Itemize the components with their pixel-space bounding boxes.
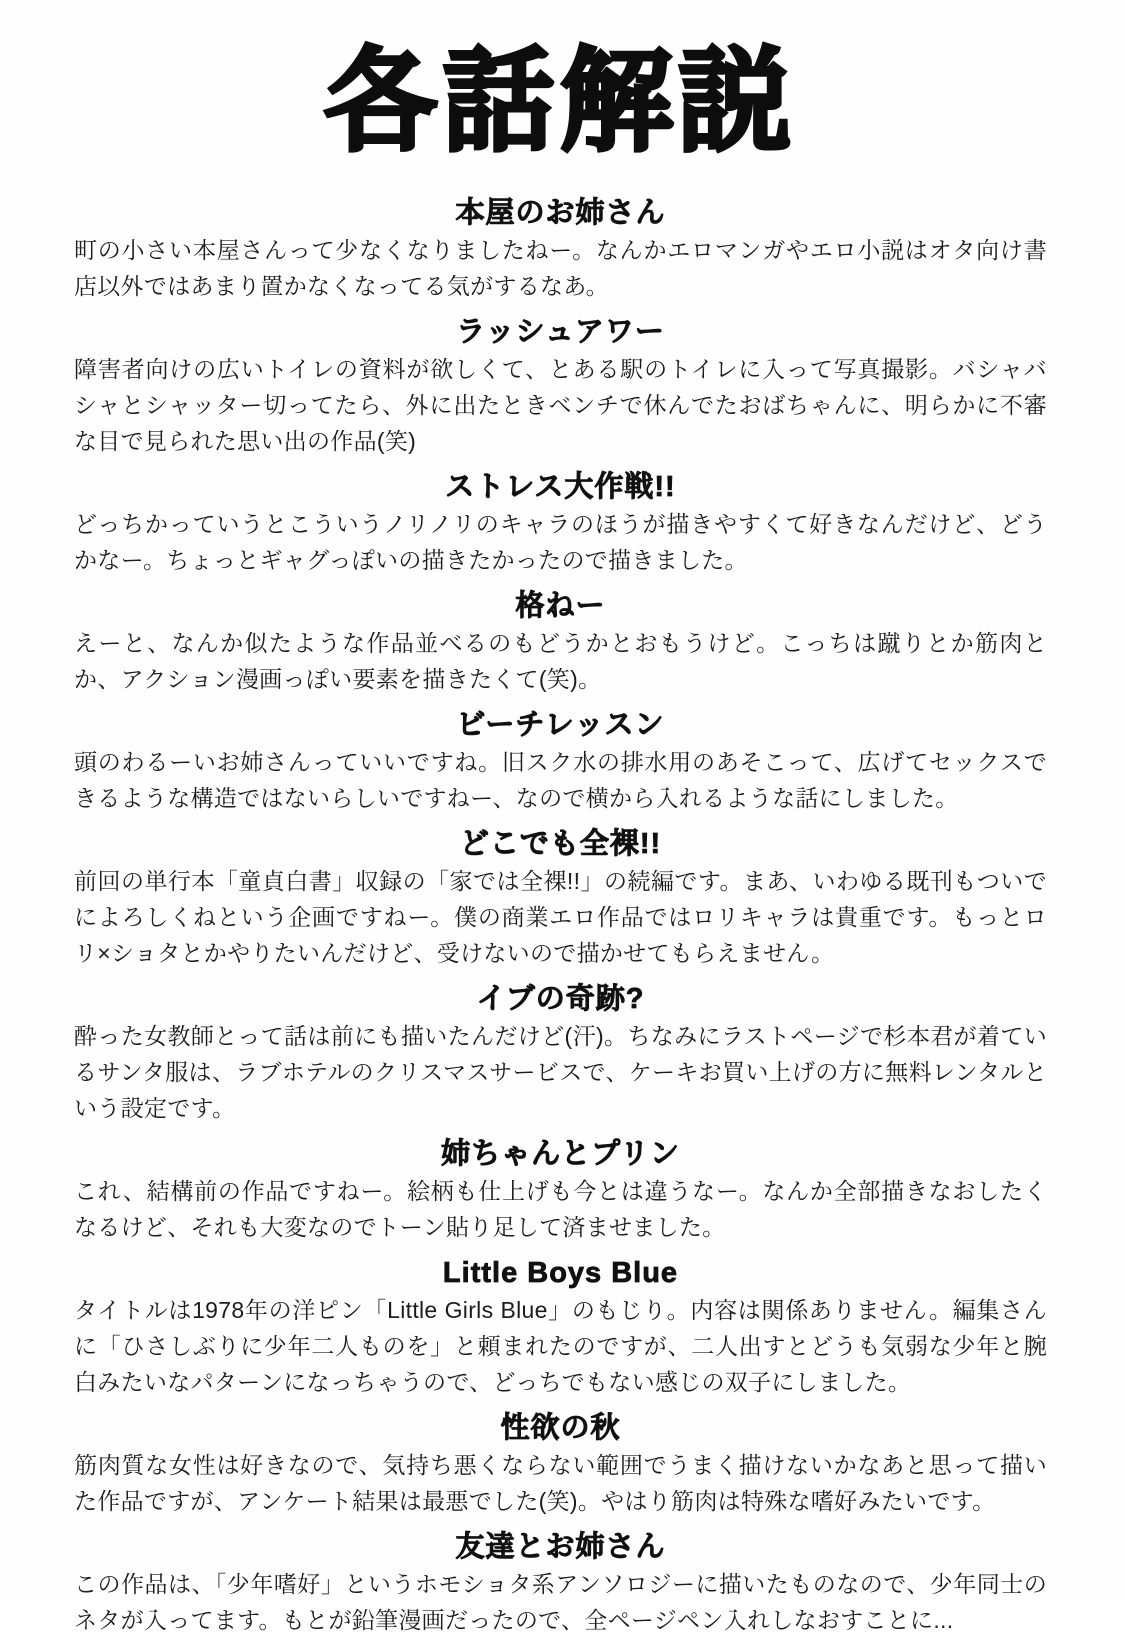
section-heading: どこでも全裸!! (459, 828, 662, 860)
section-heading: Little Boys Blue (442, 1257, 679, 1289)
section-heading: 本屋のお姉さん (455, 197, 666, 229)
section-body: 前回の単行本「童貞白書」収録の「家では全裸!!」の続編です。まあ、いわゆる既刊もついでによろしくねという企画ですねー。僕の商業エロ作品ではロリキャラは貴重です。もっとロリ×ショタとかやりたいんだけど、受けないので描かせてもらえません。 (74, 868, 1047, 966)
section-body: 酔った女教師とって話は前にも描いたんだけど(汗)。ちなみにラストページで杉本君が着ているサンタ服は、ラブホテルのクリスマスサービスで、ケーキお買い上げの方に無料レンタルという設定です。 (74, 1023, 1047, 1121)
commentary-section (74, 587, 1047, 697)
page-title: 各話解説 (324, 39, 797, 164)
section-heading: ビーチレッスン (456, 709, 665, 741)
section-body: 障害者向けの広いトイレの資料が欲しくて、とある駅のトイレに入って写真撮影。バシャバシャとシャッター切ってたら、外に出たときベンチで休んでたおばちゃんに、明らかに不審な目で見られた思い出の作品(笑) (74, 356, 1047, 454)
sections-list (74, 194, 1047, 1638)
commentary-section (74, 468, 1047, 578)
section-body: 筋肉質な女性は好きなので、気持ち悪くならない範囲でうまく描けないかなあと思って描いた作品ですが、アンケート結果は最悪でした(笑)。やはり筋肉は特殊な嗜好みたいです。 (74, 1452, 1047, 1514)
section-body: 頭のわるーいお姉さんっていいですね。旧スク水の排水用のあそこって、広げてセックスできるような構造ではないらしいですねー、なので横から入れるような話にしました。 (74, 749, 1047, 811)
section-heading: ストレス大作戦!! (445, 471, 676, 503)
section-heading: 性欲の秋 (500, 1412, 621, 1444)
commentary-section (74, 825, 1047, 971)
section-body: タイトルは1978年の洋ピン「Little Girls Blue」のもじり。内容は関係ありません。編集さんに「ひさしぶりに少年二人ものを」と頼まれたのですが、二人出すとどうも気弱な少年と腕白みたいなパターンになっちゃうので、どっちでもない感じの双子にしました。 (74, 1297, 1047, 1395)
commentary-section (74, 313, 1047, 459)
commentary-section (74, 1254, 1047, 1400)
section-body: 町の小さい本屋さんって少なくなりましたねー。なんかエロマンガやエロ小説はオタ向け書店以外ではあまり置かなくなってる気がするなあ。 (74, 237, 1047, 299)
commentary-section (74, 706, 1047, 816)
commentary-section (74, 1409, 1047, 1519)
section-heading: 格ねー (515, 590, 606, 622)
section-heading: ラッシュアワー (456, 316, 665, 348)
section-body: この作品は、「少年嗜好」というホモショタ系アンソロジーに描いたものなので、少年同士のネタが入ってます。もとが鉛筆漫画だったので、全ページペン入れしなおすことに... (74, 1571, 1047, 1633)
commentary-section (74, 1528, 1047, 1638)
commentary-section (74, 980, 1047, 1126)
section-heading: イブの奇跡? (476, 983, 645, 1015)
commentary-section (74, 194, 1047, 304)
section-heading: 友達とお姉さん (455, 1531, 666, 1563)
commentary-section (74, 1135, 1047, 1245)
section-body: どっちかっていうとこういうノリノリのキャラのほうが描きやすくて好きなんだけど、どうかなー。ちょっとギャグっぽいの描きたかったので描きました。 (74, 511, 1047, 573)
section-body: これ、結構前の作品ですねー。絵柄も仕上げも今とは違うなー。なんか全部描きなおしたくなるけど、それも大変なのでトーン貼り足して済ませました。 (74, 1178, 1047, 1240)
section-heading: 姉ちゃんとプリン (441, 1138, 680, 1170)
section-body: えーと、なんか似たような作品並べるのもどうかとおもうけど。こっちは蹴りとか筋肉とか、アクション漫画っぽい要素を描きたくて(笑)。 (74, 630, 1047, 692)
